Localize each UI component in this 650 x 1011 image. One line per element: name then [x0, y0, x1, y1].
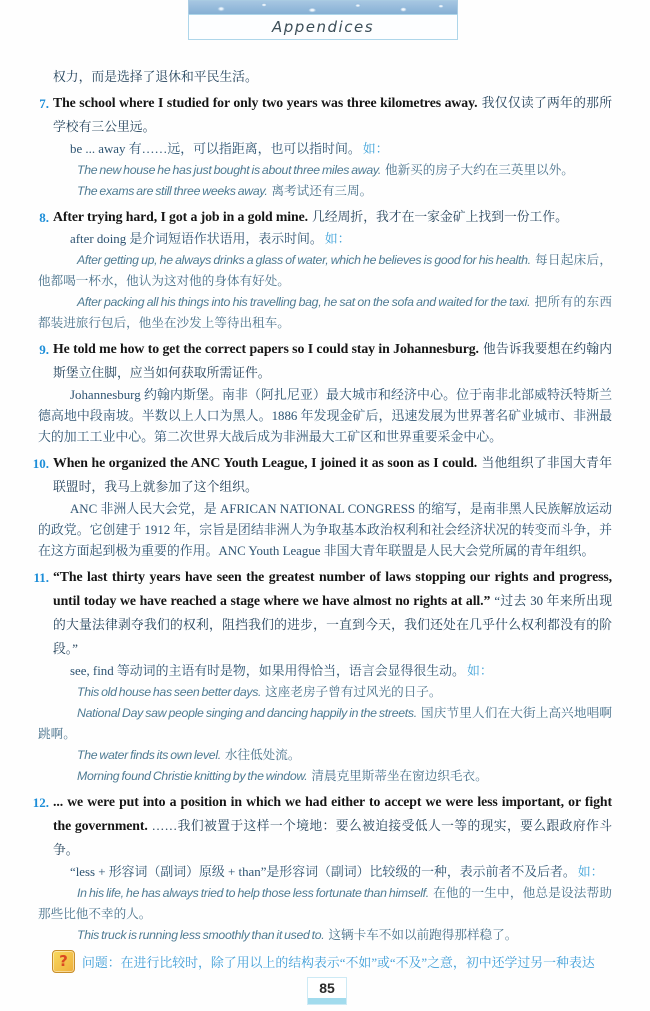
page-header-banner — [188, 0, 458, 40]
note-text: see, find 等动词的主语有时是物，如果用得恰当，语言会显得很生动。 — [70, 664, 465, 678]
example-line — [38, 766, 612, 787]
item-number: 12. — [32, 795, 49, 810]
example-zh: 在他的一生中，他总是设法帮助那些比他不幸的人。 — [38, 886, 612, 921]
example-zh: 这座老房子曾有过风光的日子。 — [265, 685, 442, 699]
sentence-zh: 当他组织了非国大青年联盟时，我马上就参加了这个组织。 — [53, 456, 613, 494]
item-number: 8. — [39, 210, 49, 225]
item-sentence — [39, 337, 613, 385]
example-en: The exams are still three weeks away. — [77, 184, 268, 198]
example-line — [38, 181, 612, 202]
page-number-accent-bar — [308, 998, 346, 1004]
note-text: be ... away 有……远，可以指距离，也可以指时间。 — [70, 142, 361, 156]
page-number-box — [307, 977, 347, 1005]
grammar-note — [38, 862, 612, 883]
grammar-note — [38, 661, 612, 682]
item-9 — [38, 337, 612, 448]
example-line — [38, 292, 612, 334]
example-zh: 水往低处流。 — [224, 748, 301, 762]
sentence-en: He told me how to get the correct papers so I could stay in Johannesburg. — [53, 341, 479, 356]
example-en: This truck is running less smoothly than it used to. — [77, 928, 325, 942]
item-8 — [38, 205, 612, 334]
example-en: The water finds its own level. — [77, 748, 221, 762]
example-zh: 这辆卡车不如以前跑得那样稳了。 — [328, 928, 518, 942]
example-line — [38, 883, 612, 925]
item-sentence — [33, 565, 612, 661]
question-mark-icon: ? — [52, 950, 75, 973]
sentence-zh: 我仅仅读了两年的那所学校有三公里远。 — [53, 96, 613, 134]
example-en: After packing all his things into his travelling bag, he sat on the sofa and waited for the taxi. — [77, 295, 531, 309]
page-content — [32, 66, 613, 973]
water-droplets-image — [188, 0, 458, 14]
note-text: “less + 形容词（副词）原级 + than”是形容词（副词）比较级的一种，表示前者不及后者。 — [70, 865, 576, 879]
example-en: In his life, he has always tried to help those less fortunate than himself. — [77, 886, 429, 900]
item-number: 9. — [39, 342, 49, 357]
note-marker: 如： — [362, 142, 389, 156]
grammar-note — [38, 139, 612, 160]
item-sentence — [39, 91, 613, 139]
example-line — [38, 703, 612, 745]
example-line — [38, 925, 612, 946]
item-12 — [32, 790, 612, 946]
sentence-zh: 他告诉我要想在约翰内斯堡立住脚，应当如何获取所需证件。 — [53, 342, 613, 380]
example-zh: 国庆节里人们在大街上高兴地唱啊跳啊。 — [38, 706, 613, 741]
item-number: 10. — [32, 456, 49, 471]
item-number: 7. — [39, 96, 49, 111]
example-zh: 离考试还有三周。 — [271, 184, 373, 198]
page-title: Appendices — [188, 14, 458, 40]
example-zh: 把所有的东西都装进旅行包后，他坐在沙发上等待出租车。 — [38, 295, 612, 330]
note-text: after doing 是介词短语作状语用，表示时间。 — [70, 232, 323, 246]
example-zh: 清晨克里斯蒂坐在窗边织毛衣。 — [311, 769, 488, 783]
example-zh: 他新买的房子大约在三英里以外。 — [384, 163, 574, 177]
item-7 — [38, 91, 612, 202]
page-number: 85 — [319, 980, 335, 996]
example-line — [38, 682, 612, 703]
example-en: The new house he has just bought is about three miles away. — [77, 163, 381, 177]
carryover-translation-text: 权力，而是选择了退休和平民生活。 — [53, 70, 258, 84]
example-en: This old house has seen better days. — [77, 685, 262, 699]
item-sentence — [39, 205, 612, 229]
example-line — [38, 745, 612, 766]
note-text: ANC 非洲人民大会党，是 AFRICAN NATIONAL CONGRESS 的缩写，是南非黑人民族解放运动的政党。它创建于 1912 年，宗旨是团结非洲人为争取基本政治权利和社会经济状况的转变而斗争，并在这方面起到极为重要的作用。ANC Youth League 非国大青年联盟是人民大会党所属的青年组织。 — [38, 502, 612, 558]
sentence-en: “The last thirty years have seen the greatest number of laws stopping our rights and progress, until today we have reached a stage where we have almost no rights at all.” — [53, 569, 612, 608]
item-sentence — [32, 451, 613, 499]
item-10 — [32, 451, 613, 562]
sentence-en: After trying hard, I got a job in a gold mine. — [53, 209, 308, 224]
item-11 — [33, 565, 613, 787]
example-line — [38, 250, 612, 292]
example-en: After getting up, he always drinks a glass of water, which he believes is good for his health. — [77, 253, 531, 267]
note-text: Johannesburg 约翰内斯堡。南非（阿扎尼亚）最大城市和经济中心。位于南非北部威特沃特斯兰德高地中段南坡。半数以上人口为黑人。1886 年发现金矿后，迅速发展为世界著名矿业城市、非洲最大的加工工业中心。第二次世界大战后成为非洲最大工矿区和世界重要采金中心。 — [38, 388, 612, 444]
question-row — [52, 950, 612, 973]
sentence-en: When he organized the ANC Youth League, I joined it as soon as I could. — [53, 455, 478, 470]
note-marker: 如： — [577, 865, 604, 879]
item-sentence — [32, 790, 612, 862]
grammar-note — [38, 499, 612, 562]
example-en: Morning found Christie knitting by the window. — [77, 769, 308, 783]
example-en: National Day saw people singing and dancing happily in the streets. — [77, 706, 417, 720]
item-number: 11. — [33, 570, 49, 585]
sentence-en: The school where I studied for only two years was three kilometres away. — [53, 95, 478, 110]
grammar-note — [38, 229, 612, 250]
grammar-note — [38, 385, 612, 448]
sentence-zh: 几经周折，我才在一家金矿上找到一份工作。 — [312, 210, 568, 224]
example-zh: 每日起床后，他都喝一杯水，他认为这对他的身体有好处。 — [38, 253, 612, 288]
sentence-zh: “过去 30 年来所出现的大量法律剥夺我们的权利，阻挡我们的进步，一直到今天，我们还处在几乎什么权利都没有的阶段。” — [53, 594, 612, 656]
note-marker: 如： — [324, 232, 351, 246]
sentence-zh: ……我们被置于这样一个境地：要么被迫接受低人一等的现实，要么跟政府作斗争。 — [53, 819, 612, 857]
sentence-en: ... we were put into a position in which we had either to accept we were less important, or fight the government. — [53, 794, 612, 833]
question-text: 问题：在进行比较时，除了用以上的结构表示“不如”或“不及”之意，初中还学过另一种表达 — [82, 956, 595, 970]
example-line — [38, 160, 612, 181]
note-marker: 如： — [466, 664, 493, 678]
